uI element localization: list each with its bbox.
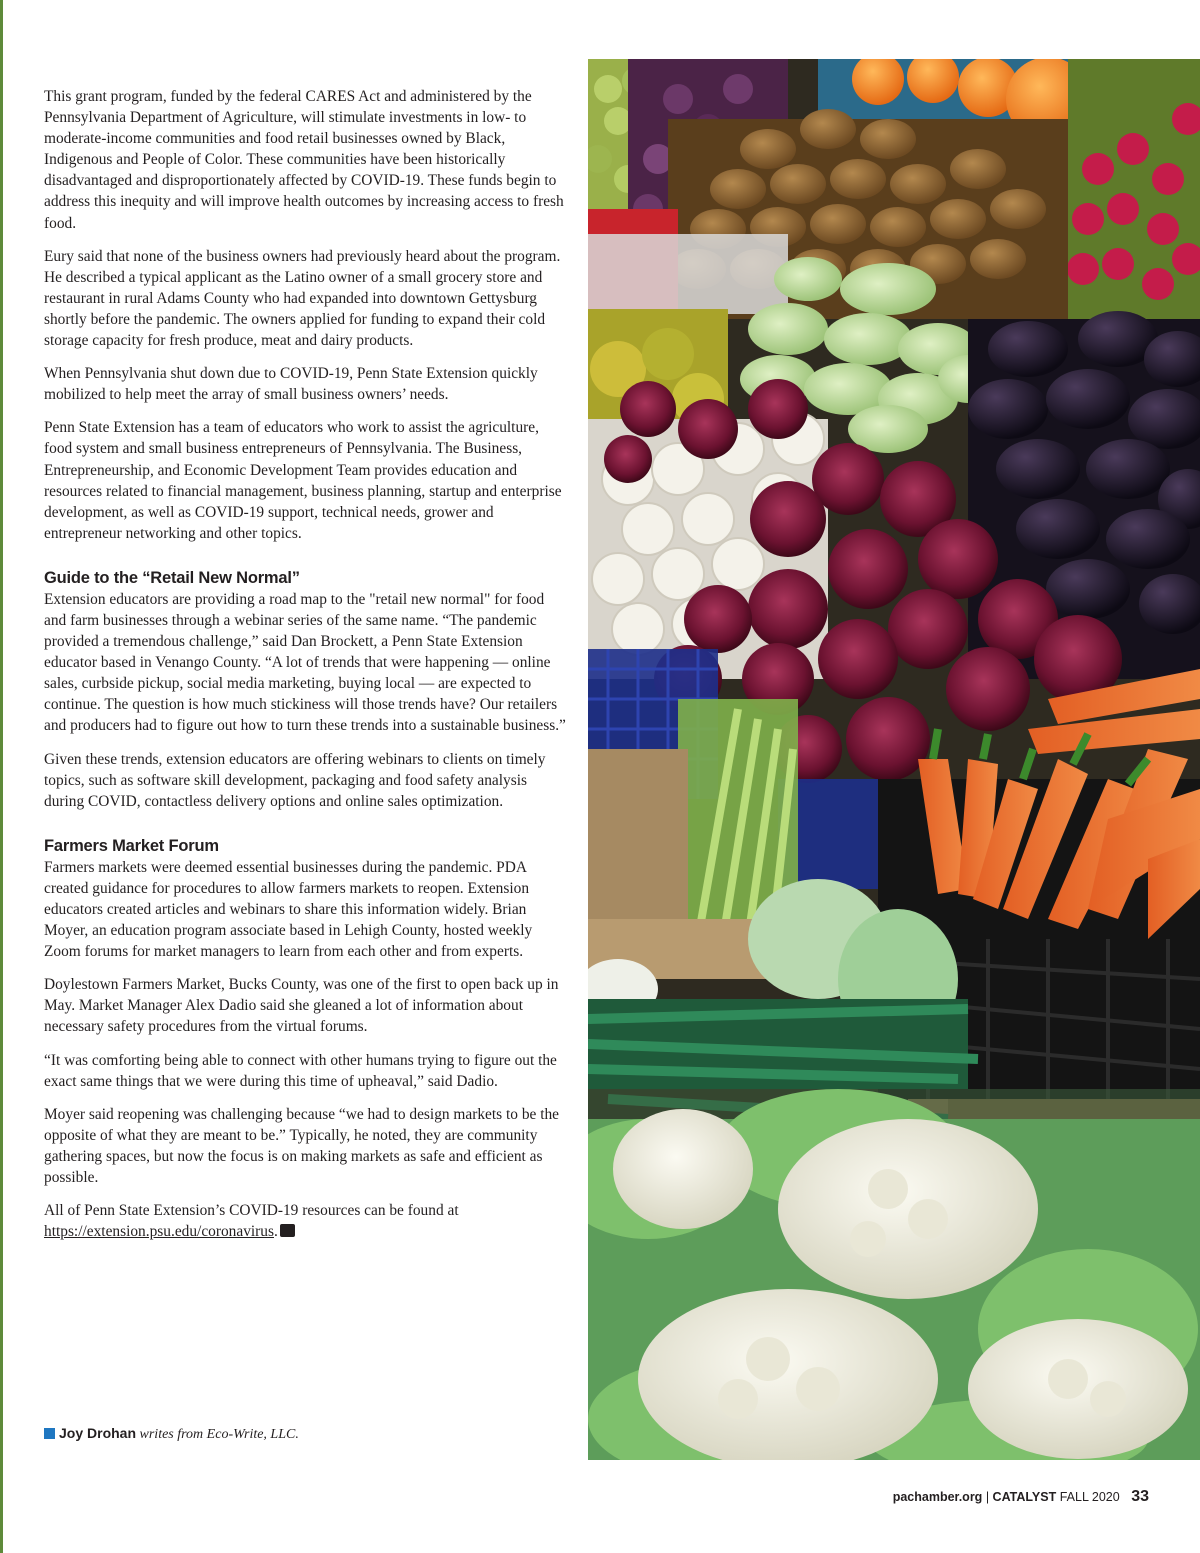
article-paragraph: Farmers markets were deemed essential businesses during the pandemic. PDA created guidance for procedures to allow farmers markets to reopen. Extension educators created articles and webinars to share this information widely. Brian Moyer, an education program associate based in Lehigh County, hosted weekly Zoom forums for market managers to learn from each other and from experts. (44, 858, 533, 961)
produce-market-photo (588, 59, 1200, 1460)
page-number: 33 (1131, 1488, 1149, 1505)
article-paragraph: Doylestown Farmers Market, Bucks County, was one of the first to open back up in May. Market Manager Alex Dadio said she gleaned a lot of information about necessary safety procedures from the virtual forums. (44, 976, 559, 1036)
article-paragraph: When Pennsylvania shut down due to COVID-19, Penn State Extension quickly mobilized to help meet the array of small business owners’ needs. (44, 365, 538, 404)
end-of-article-icon (280, 1224, 295, 1237)
footer-magazine: CATALYST (992, 1490, 1057, 1504)
section-heading-retail-new-normal: Guide to the “Retail New Normal” (44, 568, 300, 587)
author-byline (44, 1425, 299, 1443)
article-paragraph: “It was comforting being able to connect with other humans trying to figure out the exact same things that we were during this time of upheaval,” said Dadio. (44, 1051, 557, 1090)
article-paragraph: Extension educators are providing a road map to the "retail new normal" for food and farm businesses through a webinar series of the same name. “The pandemic provided a tremendous challenge,” said Dan Brockett, a Penn State Extension educator based in Venango County. “A lot of trends that were happening — online sales, curbside pickup, social media marketing, buying local — are expected to continue. The question is how much stickiness will those trends have? Our retailers and producers had to figure out how to turn these trends into a sustainable business.” (44, 590, 566, 735)
resources-link[interactable]: https://extension.psu.edu/coronavirus (44, 1223, 274, 1241)
section-heading-farmers-market-forum: Farmers Market Forum (44, 836, 219, 855)
author-name: Joy Drohan (59, 1425, 137, 1441)
article-paragraph: This grant program, funded by the federal CARES Act and administered by the Pennsylvania Department of Agriculture, will stimulate investments in low- to moderate-income communities and food retail businesses owned by Black, Indigenous and People of Color. These communities have been historically disadvantaged and disproportionately affected by COVID-19. These funds begin to address this inequity and will improve health outcomes by increasing access to fresh food. (44, 88, 564, 232)
footer-issue: FALL 2020 (1059, 1490, 1120, 1504)
closing-text: All of Penn State Extension’s COVID-19 resources can be found at (44, 1202, 459, 1220)
byline-square-icon (44, 1428, 55, 1439)
article-paragraph: Given these trends, extension educators are offering webinars to clients on timely topics, such as software skill development, packaging and food safety analysis during COVID, contactless delivery options and online sales optimization. (44, 750, 546, 810)
footer-site: pachamber.org (892, 1490, 983, 1504)
article-paragraph: Eury said that none of the business owners had previously heard about the program. He described a typical applicant as the Latino owner of a small grocery store and restaurant in rural Adams County who had expanded into downtown Gettysburg shortly before the pandemic. The owners applied for funding to expand their cold storage capacity for fresh produce, meat and dairy products. (44, 247, 561, 350)
article-paragraph: Penn State Extension has a team of educators who work to assist the agriculture, food system and small business entrepreneurs of Pennsylvania. The Business, Entrepreneurship, and Economic Development Team provides education and resources related to financial management, business planning, startup and enterprise development, as well as COVID-19 support, technical needs, grower and entrepreneur networking and other topics. (44, 419, 562, 542)
page-footer (893, 1488, 1149, 1506)
page-edge-stripe (0, 0, 3, 1553)
footer-separator: | (985, 1490, 990, 1504)
article-column (44, 86, 568, 1254)
closing-paragraph (44, 1200, 568, 1242)
article-paragraph: Moyer said reopening was challenging because “we had to design markets to be the opposite of what they are meant to be.” Typically, he noted, they are community gathering spaces, but now the focus is on making markets as safe and efficient as possible. (44, 1105, 559, 1187)
link-suffix: . (273, 1223, 278, 1241)
author-note: writes from Eco-Write, LLC. (139, 1427, 299, 1442)
